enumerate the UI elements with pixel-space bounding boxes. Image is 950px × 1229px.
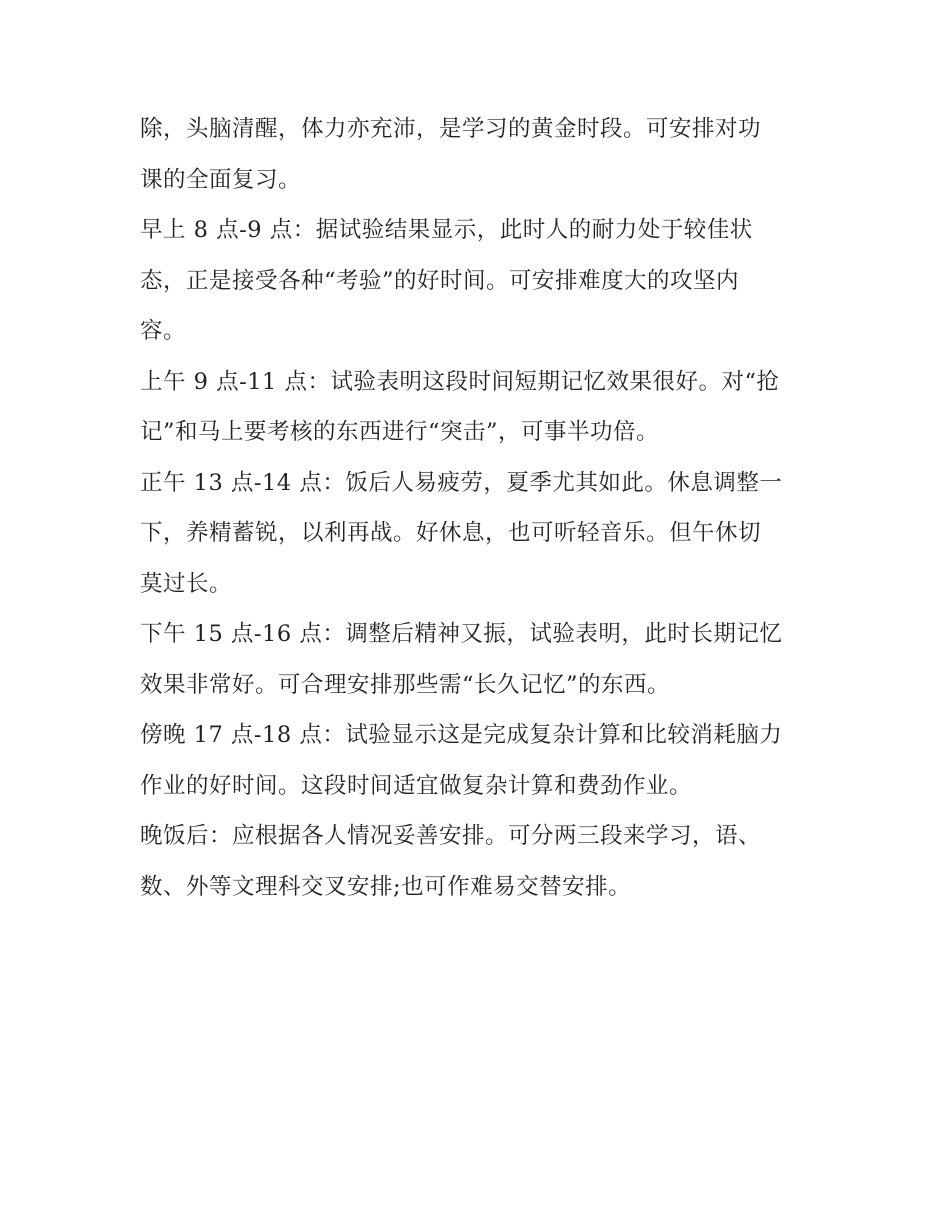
- text-line: 除，头脑清醒，体力亦充沛，是学习的黄金时段。可安排对功: [140, 116, 762, 142]
- text-line: 课的全面复习。: [140, 166, 302, 193]
- text-line: 晚饭后：应根据各人情况妥善安排。可分两三段来学习，语、: [140, 823, 762, 849]
- text-line: 正午 13 点-14 点：饭后人易疲劳，夏季尤其如此。休息调整一: [140, 469, 783, 496]
- text-line: 下，养精蓄锐，以利再战。好休息，也可听轻音乐。但午休切: [140, 520, 762, 546]
- text-line: 容。: [140, 318, 187, 344]
- text-line: 莫过长。: [140, 570, 233, 597]
- text-line: 态，正是接受各种“考验”的好时间。可安排难度大的攻坚内: [140, 267, 740, 294]
- text-line: 数、外等文理科交叉安排;也可作难易交替安排。: [140, 873, 632, 900]
- document-body: [140, 104, 820, 912]
- text-line: 傍晚 17 点-18 点：试验显示这是完成复杂计算和比较消耗脑力: [140, 722, 783, 748]
- text-line: 作业的好时间。这段时间适宜做复杂计算和费劲作业。: [140, 772, 693, 799]
- text-line: 早上 8 点-9 点：据试验结果显示，此时人的耐力处于较佳状: [140, 217, 753, 243]
- text-line: 记”和马上要考核的东西进行“突击”，可事半功倍。: [140, 419, 660, 445]
- text-line: 下午 15 点-16 点：调整后精神又振，试验表明，此时长期记忆: [140, 621, 783, 647]
- text-line: 效果非常好。可合理安排那些需“长久记忆”的东西。: [140, 671, 671, 698]
- text-line: 上午 9 点-11 点：试验表明这段时间短期记忆效果很好。对“抢: [140, 368, 780, 395]
